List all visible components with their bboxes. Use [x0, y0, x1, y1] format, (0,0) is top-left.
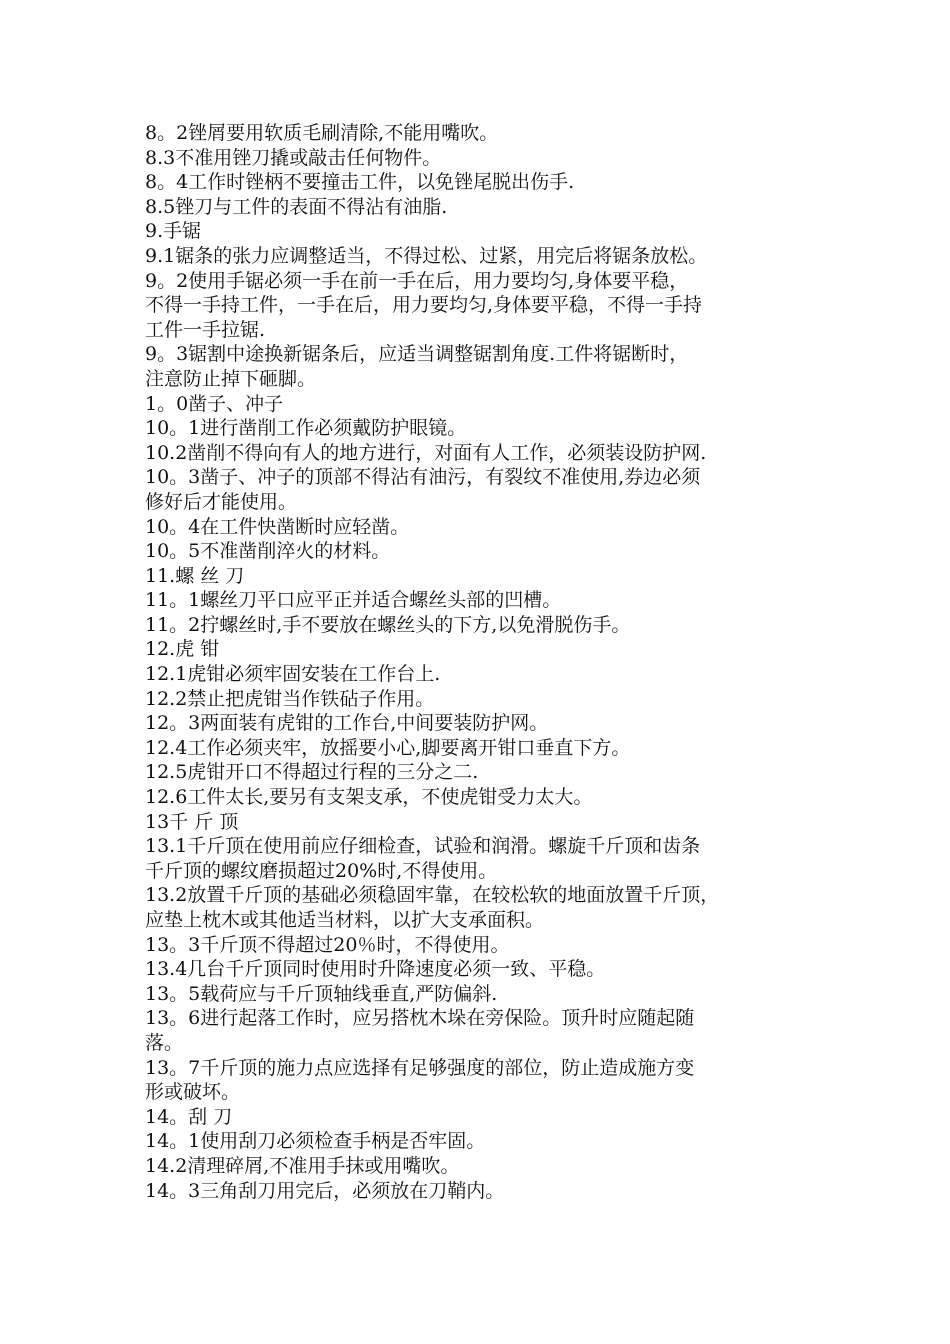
text-line: 9。3锯割中途换新锯条后，应适当调整锯割角度.工件将锯断时，: [145, 343, 689, 366]
text-line: 工件一手拉锯.: [145, 318, 266, 341]
text-line: 落。: [145, 1031, 184, 1054]
text-line: 11。1螺丝刀平口应平正并适合螺丝头部的凹槽。: [145, 589, 562, 612]
section-heading: 13千 斤 顶: [145, 810, 239, 833]
text-line: 修好后才能使用。: [145, 490, 298, 513]
text-line: 13。7千斤顶的施力点应选择有足够强度的部位，防止造成施方变: [145, 1056, 695, 1079]
text-line: 注意防止掉下砸脚。: [145, 367, 317, 390]
text-line: 13。3千斤顶不得超过20％时，不得使用。: [145, 933, 510, 956]
text-line: 8。4工作时锉柄不要撞击工件，以免锉尾脱出伤手.: [145, 171, 575, 194]
text-line: 10。1进行凿削工作必须戴防护眼镜。: [145, 417, 467, 440]
text-line: 形或破坏。: [145, 1081, 241, 1104]
text-line: 14.2清理碎屑,不准用手抹或用嘴吹。: [145, 1154, 460, 1177]
text-line: 12.4工作必须夹牢，放摇要小心,脚要离开钳口垂直下方。: [145, 736, 631, 759]
text-line: 9.1锯条的张力应调整适当，不得过松、过紧，用完后将锯条放松。: [145, 244, 708, 267]
text-line: 12.6工件太长,要另有支架支承，不使虎钳受力太大。: [145, 786, 593, 809]
text-line: 13.1千斤顶在使用前应仔细检查，试验和润滑。螺旋千斤顶和齿条: [145, 835, 701, 858]
section-heading: 1。0凿子、冲子: [145, 392, 284, 415]
text-line: 13。6进行起落工作时，应另搭枕木垛在旁保险。顶升时应随起随: [145, 1007, 695, 1030]
text-line: 11。2拧螺丝时,手不要放在螺丝头的下方,以免滑脱伤手。: [145, 613, 631, 636]
text-line: 13.4几台千斤顶同时使用时升降速度必须一致、平稳。: [145, 958, 606, 981]
text-line: 10。3凿子、冲子的顶部不得沾有油污，有裂纹不准使用,券边必须: [145, 466, 701, 489]
text-line: 9。2使用手锯必须一手在前一手在后，用力要均匀,身体要平稳，: [145, 269, 689, 292]
text-line: 8.3不准用锉刀撬或敲击任何物件。: [145, 146, 442, 169]
section-heading: 11.螺 丝 刀: [145, 564, 245, 587]
text-line: 千斤顶的螺纹磨损超过20%时,不得使用。: [145, 859, 498, 882]
document-body: [145, 121, 825, 1203]
text-line: 8.5锉刀与工件的表面不得沾有油脂.: [145, 195, 448, 218]
text-line: 13。5载荷应与千斤顶轴线垂直,严防偏斜.: [145, 982, 498, 1005]
text-line: 8。2锉屑要用软质毛刷清除,不能用嘴吹。: [145, 122, 499, 144]
text-line: 10.2凿削不得向有人的地方进行，对面有人工作，必须装设防护网.: [145, 441, 707, 464]
section-heading: 9.手锯: [145, 220, 202, 243]
text-line: 13.2放置千斤顶的基础必须稳固牢靠，在较松软的地面放置千斤顶，: [145, 884, 720, 907]
text-line: 12.2禁止把虎钳当作铁砧子作用。: [145, 687, 435, 710]
text-line: 10。5不准凿削淬火的材料。: [145, 540, 391, 563]
text-line: 14。1使用刮刀必须检查手柄是否牢固。: [145, 1130, 486, 1153]
text-line: 12。3两面装有虎钳的工作台,中间要装防护网。: [145, 712, 549, 735]
text-line: 不得一手持工件，一手在后，用力要均匀,身体要平稳，不得一手持: [145, 294, 703, 317]
text-line: 12.1虎钳必须牢固安装在工作台上.: [145, 663, 441, 686]
text-line: 12.5虎钳开口不得超过行程的三分之二.: [145, 761, 479, 784]
text-line: 10。4在工件快凿断时应轻凿。: [145, 515, 410, 538]
section-heading: 14。刮 刀: [145, 1105, 233, 1128]
section-heading: 12.虎 钳: [145, 638, 220, 661]
text-line: 14。3三角刮刀用完后，必须放在刀鞘内。: [145, 1179, 505, 1202]
text-line: 应垫上枕木或其他适当材料，以扩大支承面积。: [145, 909, 545, 931]
